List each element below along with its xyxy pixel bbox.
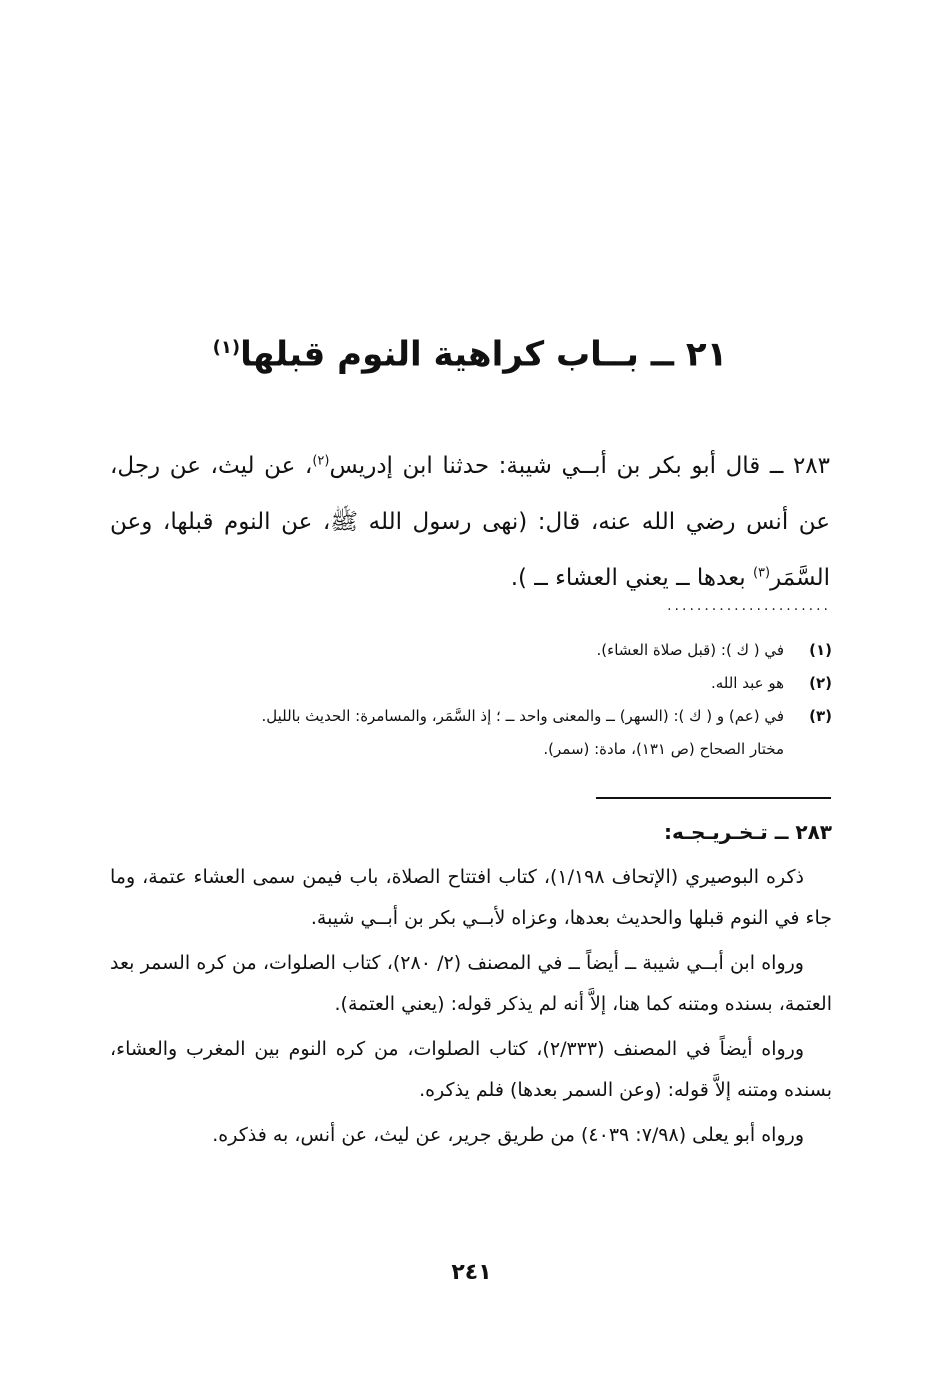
hadith-text [110,438,830,606]
footnote-3-continuation: مختار الصحاح (ص ١٣١)، مادة: (سمر). [543,740,784,758]
footnote-2 [110,667,832,700]
hadith-footnote-ref-3: (٣) [752,565,771,581]
footnote-text: في ( ك ): (قبل صلاة العشاء). [596,641,784,659]
takhrij-paragraph: ورواه ابن أبــي شيبة ــ أيضاً ــ في المصنف (٢/ ٢٨٠)، كتاب الصلوات، من كره السمر بعد العتمة، بسنده ومتنه كما هنا، إلاَّ أنه لم يذكر قوله: (يعني العتمة). [110,952,832,1015]
footnote-separator-dots: ...................... [667,598,831,614]
takhrij-section [110,812,832,1160]
chapter-footnote-ref: (١) [212,337,241,358]
footnote-number: (١) [809,641,832,659]
chapter-title-text: ٢١ ــ بــاب كراهية النوم قبلها [240,334,728,375]
hadith-footnote-ref-2: (٢) [312,453,330,469]
hadith-part-2: ، عن ليث، عن رجل، عن أنس رضي الله عنه، قال: (نهى رسول الله ﷺ، عن النوم قبلها، وعن السَّمَر [110,453,830,591]
takhrij-paragraph: ورواه أيضاً في المصنف (٢/٣٣٣)، كتاب الصلوات، من كره النوم بين المغرب والعشاء، بسنده ومتنه إلاَّ قوله: (وعن السمر بعدها) فلم يذكره. [110,1038,832,1101]
takhrij-paragraph: ذكره البوصيري (الإتحاف ١/١٩٨)، كتاب افتتاح الصلاة، باب فيمن سمى العشاء عتمة، وما جاء في النوم قبلها والحديث بعدها، وعزاه لأبــي بكر بن أبــي شيبة. [110,866,832,929]
footnote-text: في (عم) و ( ك ): (السهر) ــ والمعنى واحد ــ ؛ إذ السَّمَر، والمسامرة: الحديث بالليل. [261,707,784,725]
footnote-number: (٢) [809,674,832,692]
takhrij-paragraph: ورواه أبو يعلى (٧/٩٨: ٤٠٣٩) من طريق جرير، عن ليث، عن أنس، به فذكره. [212,1124,804,1146]
chapter-title [100,318,840,384]
footnote-3 [110,700,832,733]
footnote-number: (٣) [809,707,832,725]
page-number: ٢٤١ [451,1260,492,1285]
footnote-1 [110,634,832,667]
hadith-part-3: بعدها ــ يعني العشاء ــ ). [510,565,753,591]
footnotes [110,634,832,766]
hadith-paragraph [110,438,830,606]
footnote-text: هو عبد الله. [710,674,784,692]
hadith-part-1: ٢٨٣ ــ قال أبو بكر بن أبــي شيبة: حدثنا ابن إدريس [329,453,830,479]
takhrij-heading: ٢٨٣ ــ تـخـريـجـه: [664,820,832,844]
section-divider [596,797,831,799]
